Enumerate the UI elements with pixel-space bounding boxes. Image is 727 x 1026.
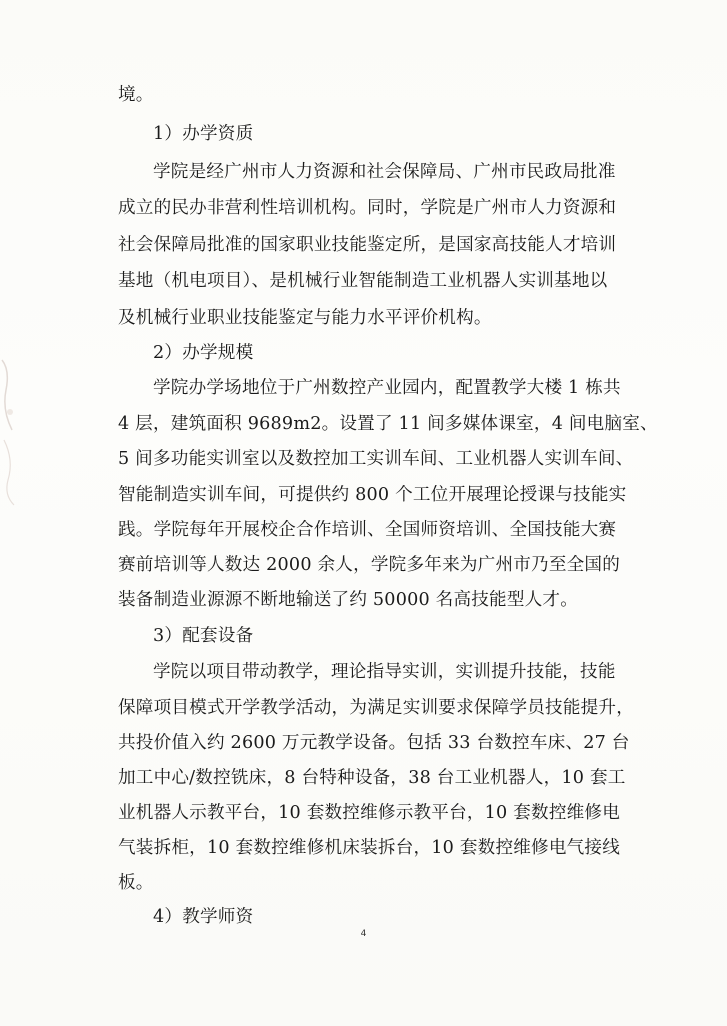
- text-line: 智能制造实训车间，可提供约 800 个工位开展理论授课与技能实: [118, 485, 627, 505]
- text-line: 及机械行业职业技能鉴定与能力水平评价机构。: [118, 308, 492, 328]
- text-line: 学院是经广州市人力资源和社会保障局、广州市民政局批准: [153, 162, 616, 182]
- section-heading: 3）配套设备: [153, 626, 254, 646]
- text-line: 社会保障局批准的国家职业技能鉴定所，是国家高技能人才培训: [118, 235, 617, 255]
- text-line: 业机器人示教平台，10 套数控维修示教平台，10 套数控维修电: [118, 803, 621, 823]
- text-line: 保障项目模式开学教学活动，为满足实训要求保障学员技能提升，: [118, 698, 635, 718]
- text-line: 学院办学场地位于广州数控产业园内，配置教学大楼 1 栋共: [153, 378, 621, 398]
- text-line: 板。: [118, 873, 154, 893]
- text-line: 境。: [118, 85, 154, 105]
- section-heading: 1）办学资质: [153, 124, 254, 144]
- scan-margin-mark: [0, 350, 30, 510]
- text-line: 气装拆柜，10 套数控维修机床装拆台，10 套数控维修电气接线: [118, 838, 621, 858]
- page-number: 4: [360, 929, 367, 939]
- text-line: 4 层，建筑面积 9689m2。设置了 11 间多媒体课室，4 间电脑室、: [118, 414, 658, 434]
- section-heading: 4）教学师资: [153, 907, 254, 927]
- text-line: 5 间多功能实训室以及数控加工实训车间、工业机器人实训车间、: [118, 449, 634, 469]
- text-line: 基地（机电项目）、是机械行业智能制造工业机器人实训基地以: [118, 271, 608, 291]
- text-line: 践。学院每年开展校企合作培训、全国师资培训、全国技能大赛: [118, 520, 617, 540]
- text-line: 学院以项目带动教学，理论指导实训，实训提升技能，技能: [153, 662, 616, 682]
- text-line: 加工中心/数控铣床，8 台特种设备，38 台工业机器人，10 套工: [118, 768, 626, 788]
- text-line: 装备制造业源源不断地输送了约 50000 名高技能型人才。: [118, 590, 579, 610]
- text-line: 赛前培训等人数达 2000 余人，学院多年来为广州市乃至全国的: [118, 555, 621, 575]
- text-line: 成立的民办非营利性培训机构。同时，学院是广州市人力资源和: [118, 198, 617, 218]
- section-heading: 2）办学规模: [153, 343, 254, 363]
- text-line: 共投价值入约 2600 万元教学设备。包括 33 台数控车床、27 台: [118, 733, 630, 753]
